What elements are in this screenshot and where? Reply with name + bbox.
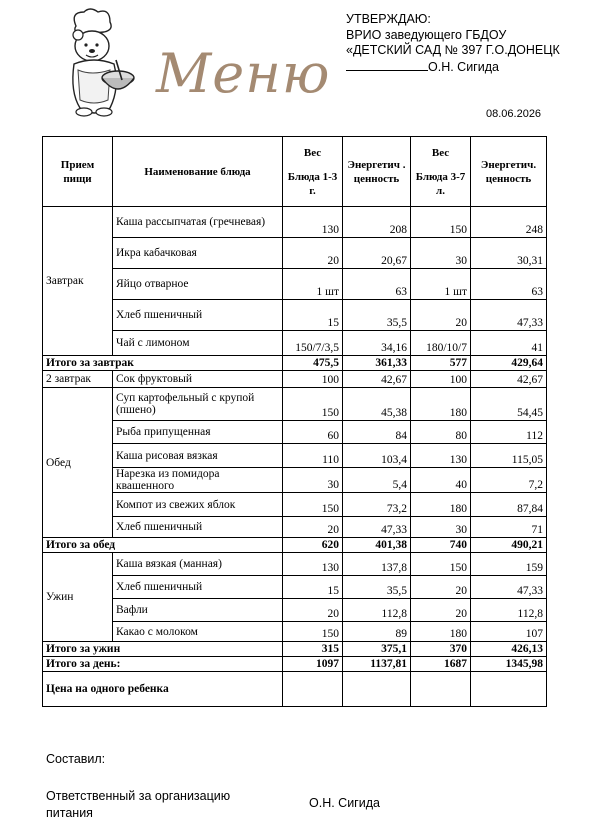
energy-3-7: 112,8 xyxy=(471,599,547,622)
table-row xyxy=(43,622,547,642)
weight-1-3: 60 xyxy=(283,421,343,444)
total-w1: 620 xyxy=(283,538,343,553)
dish-name: Яйцо отварное xyxy=(113,269,283,300)
dish-name: Чай с лимоном xyxy=(113,331,283,356)
weight-3-7: 80 xyxy=(411,421,471,444)
table-row xyxy=(43,371,547,388)
dish-name: Каша рассыпчатая (гречневая) xyxy=(113,207,283,238)
energy-3-7: 115,05 xyxy=(471,444,547,468)
energy-1-3: 35,5 xyxy=(343,300,411,331)
day-total-w1: 1097 xyxy=(283,657,343,672)
energy-3-7: 159 xyxy=(471,553,547,576)
energy-1-3: 42,67 xyxy=(343,371,411,388)
weight-3-7: 180 xyxy=(411,493,471,517)
weight-3-7: 30 xyxy=(411,517,471,538)
weight-3-7: 150 xyxy=(411,553,471,576)
table-header-row xyxy=(43,137,547,207)
total-e1: 401,38 xyxy=(343,538,411,553)
dish-name: Суп картофельный с крупой (пшено) xyxy=(113,388,283,421)
price-row xyxy=(43,672,547,707)
price-e2 xyxy=(471,672,547,707)
col-weight-2-top: Вес xyxy=(431,146,450,159)
dish-name: Икра кабачковая xyxy=(113,238,283,269)
approve-signature xyxy=(346,59,560,76)
energy-3-7: 107 xyxy=(471,622,547,642)
weight-3-7: 20 xyxy=(411,300,471,331)
responsible-label xyxy=(46,788,230,822)
energy-1-3: 20,67 xyxy=(343,238,411,269)
day-total-label: Итого за день: xyxy=(43,657,283,672)
energy-3-7: 30,31 xyxy=(471,238,547,269)
dish-name: Компот из свежих яблок xyxy=(113,493,283,517)
energy-3-7: 42,67 xyxy=(471,371,547,388)
energy-3-7: 7,2 xyxy=(471,468,547,493)
table-row xyxy=(43,493,547,517)
table-row xyxy=(43,331,547,356)
col-weight-1-bottom: Блюда 1-3 г. xyxy=(287,170,338,197)
weight-1-3: 130 xyxy=(283,207,343,238)
weight-3-7: 130 xyxy=(411,444,471,468)
total-e1: 361,33 xyxy=(343,356,411,371)
table-row xyxy=(43,421,547,444)
table-row xyxy=(43,444,547,468)
weight-1-3: 30 xyxy=(283,468,343,493)
total-e2: 490,21 xyxy=(471,538,547,553)
energy-1-3: 63 xyxy=(343,269,411,300)
table-row xyxy=(43,468,547,493)
approve-signer: О.Н. Сигида xyxy=(428,59,499,74)
weight-3-7: 150 xyxy=(411,207,471,238)
energy-1-3: 45,38 xyxy=(343,388,411,421)
weight-1-3: 1 шт xyxy=(283,269,343,300)
menu-logo xyxy=(58,8,333,123)
weight-1-3: 150 xyxy=(283,388,343,421)
dish-name: Сок фруктовый xyxy=(113,371,283,388)
energy-3-7: 54,45 xyxy=(471,388,547,421)
meal-label: Ужин xyxy=(43,553,113,642)
table-row xyxy=(43,599,547,622)
table-row xyxy=(43,553,547,576)
total-e1: 375,1 xyxy=(343,642,411,657)
table-row xyxy=(43,300,547,331)
signature-line xyxy=(346,59,428,71)
dish-name: Нарезка из помидора квашенного xyxy=(113,468,283,493)
energy-3-7: 63 xyxy=(471,269,547,300)
weight-1-3: 20 xyxy=(283,517,343,538)
dish-name: Каша рисовая вязкая xyxy=(113,444,283,468)
energy-1-3: 35,5 xyxy=(343,576,411,599)
col-weight-1-top: Вес xyxy=(303,146,322,159)
table-row xyxy=(43,576,547,599)
menu-table xyxy=(42,136,547,707)
day-total-w2: 1687 xyxy=(411,657,471,672)
responsible-name: О.Н. Сигида xyxy=(309,796,380,810)
total-row xyxy=(43,642,547,657)
col-energy-1: Энергетич . ценность xyxy=(343,137,411,207)
weight-3-7: 20 xyxy=(411,576,471,599)
weight-3-7: 30 xyxy=(411,238,471,269)
energy-3-7: 71 xyxy=(471,517,547,538)
weight-3-7: 40 xyxy=(411,468,471,493)
col-weight-2 xyxy=(411,137,471,207)
energy-1-3: 5,4 xyxy=(343,468,411,493)
total-label: Итого за ужин xyxy=(43,642,283,657)
energy-1-3: 208 xyxy=(343,207,411,238)
price-e1 xyxy=(343,672,411,707)
dish-name: Хлеб пшеничный xyxy=(113,517,283,538)
energy-1-3: 89 xyxy=(343,622,411,642)
energy-3-7: 41 xyxy=(471,331,547,356)
weight-1-3: 20 xyxy=(283,238,343,269)
weight-3-7: 180/10/7 xyxy=(411,331,471,356)
total-label: Итого за обед xyxy=(43,538,283,553)
total-e2: 426,13 xyxy=(471,642,547,657)
weight-1-3: 100 xyxy=(283,371,343,388)
price-label: Цена на одного ребенка xyxy=(43,672,283,707)
meal-label: Завтрак xyxy=(43,207,113,356)
dish-name: Хлеб пшеничный xyxy=(113,300,283,331)
menu-date: 08.06.2026 xyxy=(486,108,542,120)
energy-1-3: 84 xyxy=(343,421,411,444)
weight-1-3: 150 xyxy=(283,622,343,642)
total-row xyxy=(43,538,547,553)
price-w2 xyxy=(411,672,471,707)
dish-name: Рыба припущенная xyxy=(113,421,283,444)
dish-name: Каша вязкая (манная) xyxy=(113,553,283,576)
energy-1-3: 34,16 xyxy=(343,331,411,356)
day-total-e2: 1345,98 xyxy=(471,657,547,672)
energy-1-3: 73,2 xyxy=(343,493,411,517)
weight-3-7: 100 xyxy=(411,371,471,388)
dish-name: Вафли xyxy=(113,599,283,622)
meal-label: Обед xyxy=(43,388,113,538)
col-weight-1 xyxy=(283,137,343,207)
responsible-line-1: Ответственный за организацию xyxy=(46,789,231,803)
total-w2: 577 xyxy=(411,356,471,371)
approve-line-1: УТВЕРЖДАЮ: xyxy=(346,12,431,26)
total-row xyxy=(43,356,547,371)
total-label: Итого за завтрак xyxy=(43,356,283,371)
approve-line-2: ВРИО заведующего ГБДОУ xyxy=(346,27,507,42)
col-weight-2-bottom: Блюда 3-7 л. xyxy=(415,170,466,197)
day-total-e1: 1137,81 xyxy=(343,657,411,672)
dish-name: Хлеб пшеничный xyxy=(113,576,283,599)
weight-1-3: 130 xyxy=(283,553,343,576)
weight-1-3: 150/7/3,5 xyxy=(283,331,343,356)
weight-3-7: 180 xyxy=(411,622,471,642)
table-row xyxy=(43,388,547,421)
col-dish: Наименование блюда xyxy=(113,137,283,207)
approve-line-3: «ДЕТСКИЙ САД № 397 Г.О.ДОНЕЦК xyxy=(346,43,560,57)
col-energy-2: Энергетич. ценность xyxy=(471,137,547,207)
dish-name: Какао с молоком xyxy=(113,622,283,642)
energy-1-3: 137,8 xyxy=(343,553,411,576)
total-e2: 429,64 xyxy=(471,356,547,371)
weight-1-3: 110 xyxy=(283,444,343,468)
weight-3-7: 1 шт xyxy=(411,269,471,300)
energy-1-3: 47,33 xyxy=(343,517,411,538)
total-w2: 740 xyxy=(411,538,471,553)
table-row xyxy=(43,517,547,538)
table-row xyxy=(43,238,547,269)
total-w1: 315 xyxy=(283,642,343,657)
energy-3-7: 112 xyxy=(471,421,547,444)
responsible-line-2: питания xyxy=(46,806,93,820)
energy-1-3: 103,4 xyxy=(343,444,411,468)
weight-1-3: 150 xyxy=(283,493,343,517)
weight-3-7: 20 xyxy=(411,599,471,622)
table-row xyxy=(43,269,547,300)
weight-1-3: 15 xyxy=(283,300,343,331)
energy-3-7: 87,84 xyxy=(471,493,547,517)
col-meal: Прием пищи xyxy=(43,137,113,207)
weight-1-3: 15 xyxy=(283,576,343,599)
approval-block xyxy=(346,12,560,75)
energy-3-7: 248 xyxy=(471,207,547,238)
total-w2: 370 xyxy=(411,642,471,657)
price-w1 xyxy=(283,672,343,707)
weight-3-7: 180 xyxy=(411,388,471,421)
energy-1-3: 112,8 xyxy=(343,599,411,622)
total-w1: 475,5 xyxy=(283,356,343,371)
energy-3-7: 47,33 xyxy=(471,300,547,331)
day-total-row xyxy=(43,657,547,672)
energy-3-7: 47,33 xyxy=(471,576,547,599)
logo-title: Меню xyxy=(156,42,331,105)
composed-label: Составил: xyxy=(46,752,106,766)
meal-label: 2 завтрак xyxy=(43,371,113,388)
weight-1-3: 20 xyxy=(283,599,343,622)
table-row xyxy=(43,207,547,238)
